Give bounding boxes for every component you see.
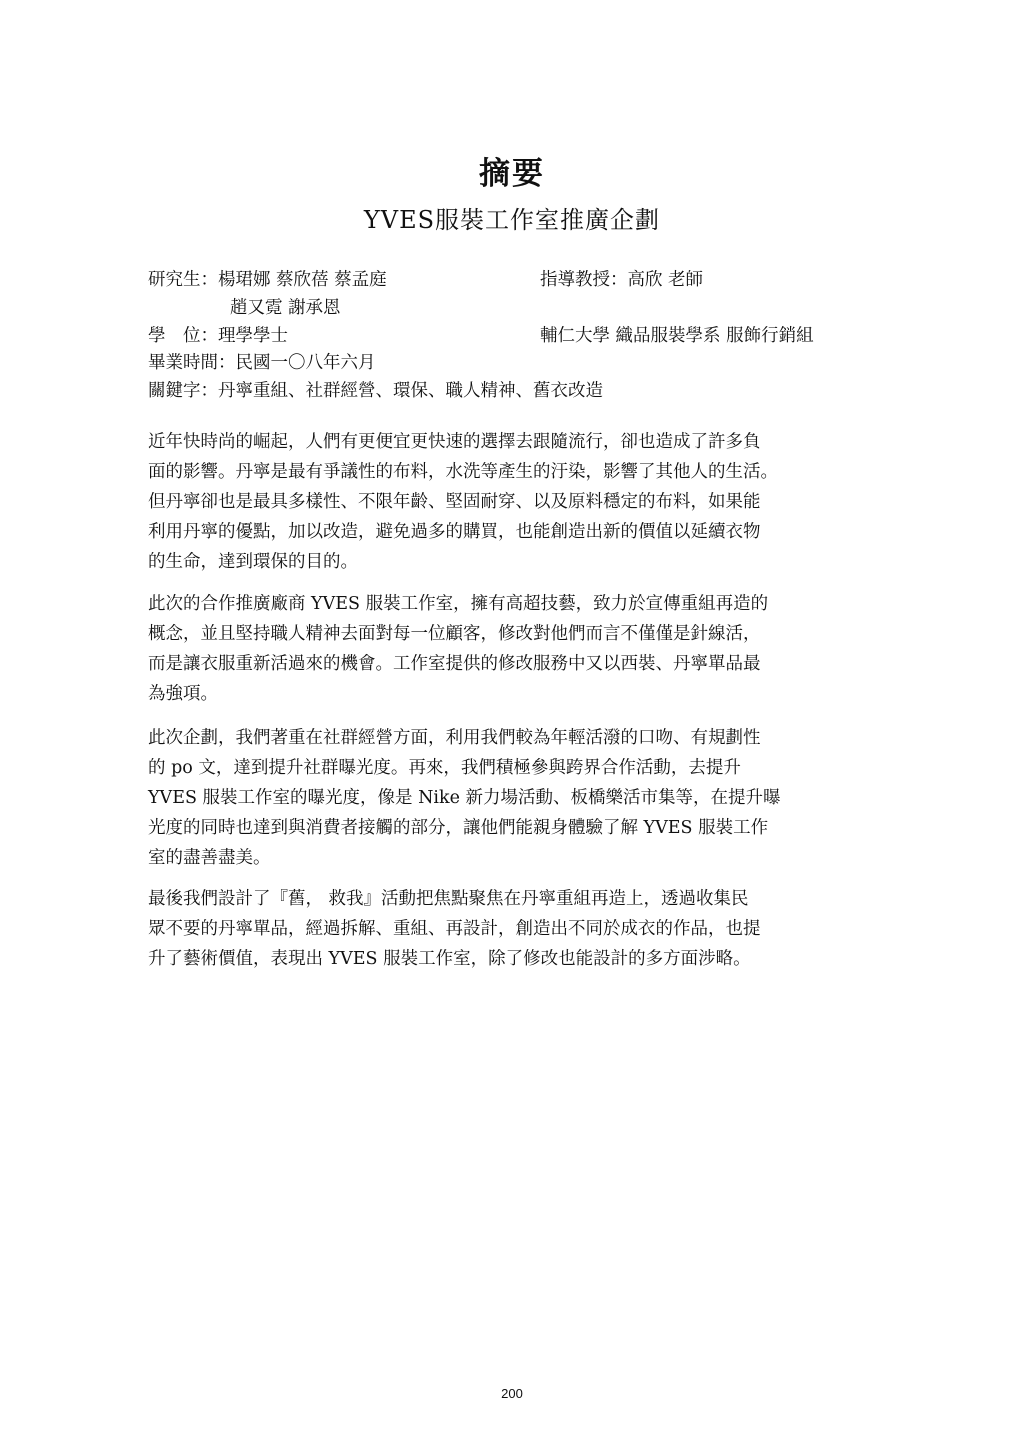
paragraph-2 <box>148 589 908 709</box>
paragraph-line: 眾不要的丹寧單品，經過拆解、重組、再設計，創造出不同於成衣的作品，也提 <box>148 919 761 939</box>
paragraph-line: 面的影響。丹寧是最有爭議性的布料，水洗等產生的汙染，影響了其他人的生活。 <box>148 462 778 482</box>
page-number: 200 <box>501 1386 523 1401</box>
graduation-date: 畢業時間：民國一〇八年六月 <box>148 353 376 373</box>
paragraph-line: 升了藝術價值，表現出 YVES 服裝工作室，除了修改也能設計的多方面涉略。 <box>148 949 751 969</box>
paragraph-line: 室的盡善盡美。 <box>148 848 271 868</box>
paragraph-line: 概念，並且堅持職人精神去面對每一位顧客，修改對他們而言不僅僅是針線活， <box>148 624 761 644</box>
paragraph-line: 但丹寧卻也是最具多樣性、不限年齡、堅固耐穿、以及原料穩定的布料，如果能 <box>148 492 761 512</box>
paragraph-line: 利用丹寧的優點，加以改造，避免過多的購買，也能創造出新的價值以延續衣物 <box>148 522 761 542</box>
paragraph-line: 的生命，達到環保的目的。 <box>148 552 358 572</box>
paragraph-line: YVES 服裝工作室的曝光度，像是 Nike 新力場活動、板橋樂活市集等，在提升曝 <box>148 788 781 808</box>
department: 輔仁大學 織品服裝學系 服飾行銷組 <box>540 326 814 346</box>
paragraph-line: 為強項。 <box>148 684 218 704</box>
researchers-line-2: 趙又霓 謝承恩 <box>230 298 341 318</box>
paragraph-1 <box>148 427 908 577</box>
paragraph-line: 此次的合作推廣廠商 YVES 服裝工作室，擁有高超技藝，致力於宣傳重組再造的 <box>148 594 769 614</box>
paragraph-line: 的 po 文，達到提升社群曝光度。再來，我們積極參與跨界合作活動，去提升 <box>148 758 741 778</box>
paragraph-4 <box>148 884 908 974</box>
subtitle: YVES服裝工作室推廣企劃 <box>363 206 661 234</box>
advisor: 指導教授：高欣 老師 <box>540 270 704 290</box>
paragraph-line: 此次企劃，我們著重在社群經營方面，利用我們較為年輕活潑的口吻、有規劃性 <box>148 728 761 748</box>
paragraph-line: 近年快時尚的崛起，人們有更便宜更快速的選擇去跟隨流行，卻也造成了許多負 <box>148 432 761 452</box>
degree: 學 位：理學學士 <box>148 326 288 346</box>
page-title: 摘要 <box>479 156 545 192</box>
keywords: 關鍵字：丹寧重組、社群經營、環保、職人精神、舊衣改造 <box>148 381 603 401</box>
paragraph-line: 而是讓衣服重新活過來的機會。工作室提供的修改服務中又以西裝、丹寧單品最 <box>148 654 761 674</box>
paragraph-line: 最後我們設計了『舊， 救我』活動把焦點聚焦在丹寧重組再造上，透過收集民 <box>148 889 749 909</box>
researchers-line-1: 研究生：楊珺娜 蔡欣蓓 蔡孟庭 <box>148 270 387 290</box>
paragraph-line: 光度的同時也達到與消費者接觸的部分，讓他們能親身體驗了解 YVES 服裝工作 <box>148 818 769 838</box>
paragraph-3 <box>148 723 908 873</box>
